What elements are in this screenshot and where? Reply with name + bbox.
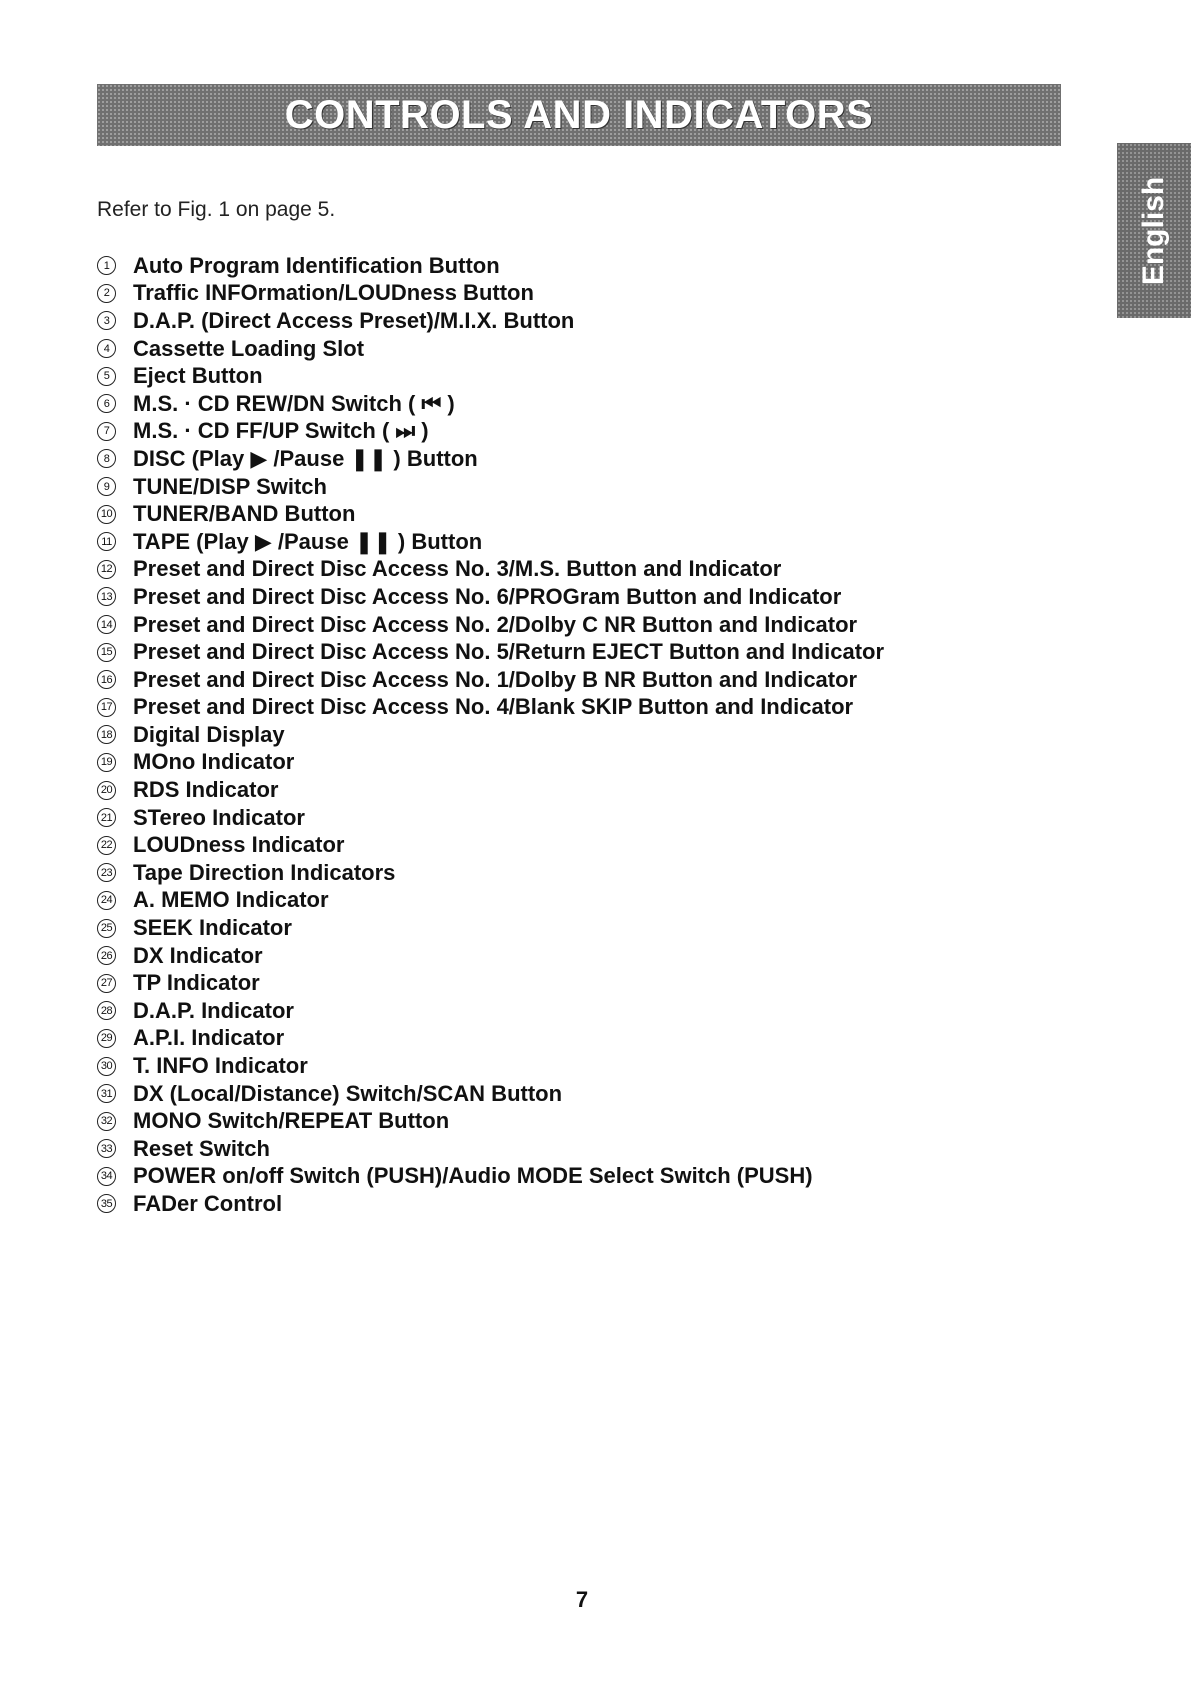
item-number-badge: 28	[97, 1001, 116, 1020]
item-label: DX Indicator	[133, 942, 263, 968]
list-item	[97, 776, 1097, 804]
item-number-badge: 13	[97, 587, 116, 606]
item-label: Auto Program Identification Button	[133, 252, 500, 278]
item-label: Preset and Direct Disc Access No. 6/PROGram Button and Indicator	[133, 583, 842, 609]
item-label: TP Indicator	[133, 970, 260, 996]
item-number-badge: 34	[97, 1167, 116, 1186]
item-label: A. MEMO Indicator	[133, 887, 329, 913]
list-item	[97, 749, 1097, 777]
item-number-badge: 30	[97, 1057, 116, 1076]
list-item	[97, 528, 1097, 556]
item-number-badge: 11	[97, 532, 116, 551]
item-number-badge: 31	[97, 1084, 116, 1103]
item-number-badge: 6	[97, 394, 116, 413]
item-label: DX (Local/Distance) Switch/SCAN Button	[133, 1080, 563, 1106]
item-number-badge: 24	[97, 891, 116, 910]
list-item	[97, 500, 1097, 528]
language-tab-label: English	[1137, 176, 1170, 285]
list-item	[97, 583, 1097, 611]
item-number-badge: 26	[97, 946, 116, 965]
item-number-badge: 18	[97, 725, 116, 744]
item-number-badge: 14	[97, 615, 116, 634]
item-label: Preset and Direct Disc Access No. 2/Dolby C NR Button and Indicator	[133, 611, 858, 637]
controls-list	[97, 252, 1097, 1218]
item-label: A.P.I. Indicator	[133, 1025, 285, 1051]
item-label: Preset and Direct Disc Access No. 3/M.S. Button and Indicator	[133, 556, 782, 582]
item-label: T. INFO Indicator	[133, 1053, 308, 1079]
list-item	[97, 831, 1097, 859]
item-label: Reset Switch	[133, 1135, 270, 1161]
item-number-badge: 22	[97, 836, 116, 855]
item-number-badge: 3	[97, 311, 116, 330]
item-label: Cassette Loading Slot	[133, 335, 365, 361]
item-number-badge: 19	[97, 753, 116, 772]
item-label: Preset and Direct Disc Access No. 4/Blank SKIP Button and Indicator	[133, 694, 854, 720]
item-number-badge: 25	[97, 919, 116, 938]
item-number-badge: 10	[97, 505, 116, 524]
item-number-badge: 8	[97, 449, 116, 468]
item-label: D.A.P. (Direct Access Preset)/M.I.X. Button	[133, 307, 575, 333]
intro-text: Refer to Fig. 1 on page 5.	[97, 198, 336, 221]
list-item	[97, 1163, 1097, 1191]
list-item	[97, 335, 1097, 363]
list-item	[97, 445, 1097, 473]
item-label: MOno Indicator	[133, 749, 295, 775]
list-item	[97, 1025, 1097, 1053]
item-number-badge: 17	[97, 698, 116, 717]
item-number-badge: 16	[97, 670, 116, 689]
page-number: 7	[575, 1587, 589, 1612]
item-label: Preset and Direct Disc Access No. 1/Dolby B NR Button and Indicator	[133, 666, 858, 692]
item-number-badge: 32	[97, 1112, 116, 1131]
item-label: TUNER/BAND Button	[133, 501, 356, 527]
list-item	[97, 1052, 1097, 1080]
list-item	[97, 473, 1097, 501]
list-item	[97, 666, 1097, 694]
item-label: D.A.P. Indicator	[133, 997, 294, 1023]
list-item	[97, 887, 1097, 915]
list-item	[97, 556, 1097, 584]
item-number-badge: 1	[97, 256, 116, 275]
item-number-badge: 12	[97, 560, 116, 579]
language-tab	[1117, 143, 1191, 318]
item-label: M.S. · CD FF/UP Switch ( ⏭ )	[133, 418, 429, 444]
item-label: SEEK Indicator	[133, 915, 292, 941]
item-number-badge: 29	[97, 1029, 116, 1048]
item-label: FADer Control	[133, 1190, 283, 1216]
item-label: MONO Switch/REPEAT Button	[133, 1108, 450, 1134]
item-label: Digital Display	[133, 721, 285, 747]
list-item	[97, 362, 1097, 390]
item-number-badge: 15	[97, 643, 116, 662]
item-number-badge: 7	[97, 422, 116, 441]
item-label: STereo Indicator	[133, 804, 305, 830]
list-item	[97, 280, 1097, 308]
item-label: Traffic INFOrmation/LOUDness Button	[133, 280, 534, 306]
list-item	[97, 1190, 1097, 1218]
list-item	[97, 969, 1097, 997]
item-number-badge: 21	[97, 808, 116, 827]
list-item	[97, 390, 1097, 418]
list-item	[97, 804, 1097, 832]
item-label: DISC (Play ▶ /Pause ❚❚ ) Button	[133, 445, 478, 471]
list-item	[97, 914, 1097, 942]
list-item	[97, 1135, 1097, 1163]
item-label: TUNE/DISP Switch	[133, 473, 327, 499]
list-item	[97, 1080, 1097, 1108]
item-label: LOUDness Indicator	[133, 832, 345, 858]
page-title: CONTROLS AND INDICATORS	[284, 92, 874, 137]
item-label: Tape Direction Indicators	[133, 859, 396, 885]
list-item	[97, 418, 1097, 446]
item-number-badge: 5	[97, 367, 116, 386]
list-item	[97, 997, 1097, 1025]
item-label: Preset and Direct Disc Access No. 5/Return EJECT Button and Indicator	[133, 639, 885, 665]
item-label: POWER on/off Switch (PUSH)/Audio MODE Select Switch (PUSH)	[133, 1163, 813, 1189]
title-banner	[97, 84, 1061, 146]
item-number-badge: 2	[97, 284, 116, 303]
item-label: Eject Button	[133, 363, 263, 389]
list-item	[97, 721, 1097, 749]
list-item	[97, 638, 1097, 666]
list-item	[97, 694, 1097, 722]
list-item	[97, 611, 1097, 639]
item-number-badge: 4	[97, 339, 116, 358]
item-label: RDS Indicator	[133, 777, 279, 803]
item-number-badge: 33	[97, 1139, 116, 1158]
item-number-badge: 23	[97, 863, 116, 882]
item-number-badge: 35	[97, 1194, 116, 1213]
list-item	[97, 859, 1097, 887]
item-label: M.S. · CD REW/DN Switch ( ⏮ )	[133, 390, 455, 416]
list-item	[97, 1107, 1097, 1135]
list-item	[97, 942, 1097, 970]
list-item	[97, 252, 1097, 280]
item-number-badge: 27	[97, 974, 116, 993]
list-item	[97, 307, 1097, 335]
item-number-badge: 9	[97, 477, 116, 496]
item-number-badge: 20	[97, 781, 116, 800]
item-label: TAPE (Play ▶ /Pause ❚❚ ) Button	[133, 528, 483, 554]
